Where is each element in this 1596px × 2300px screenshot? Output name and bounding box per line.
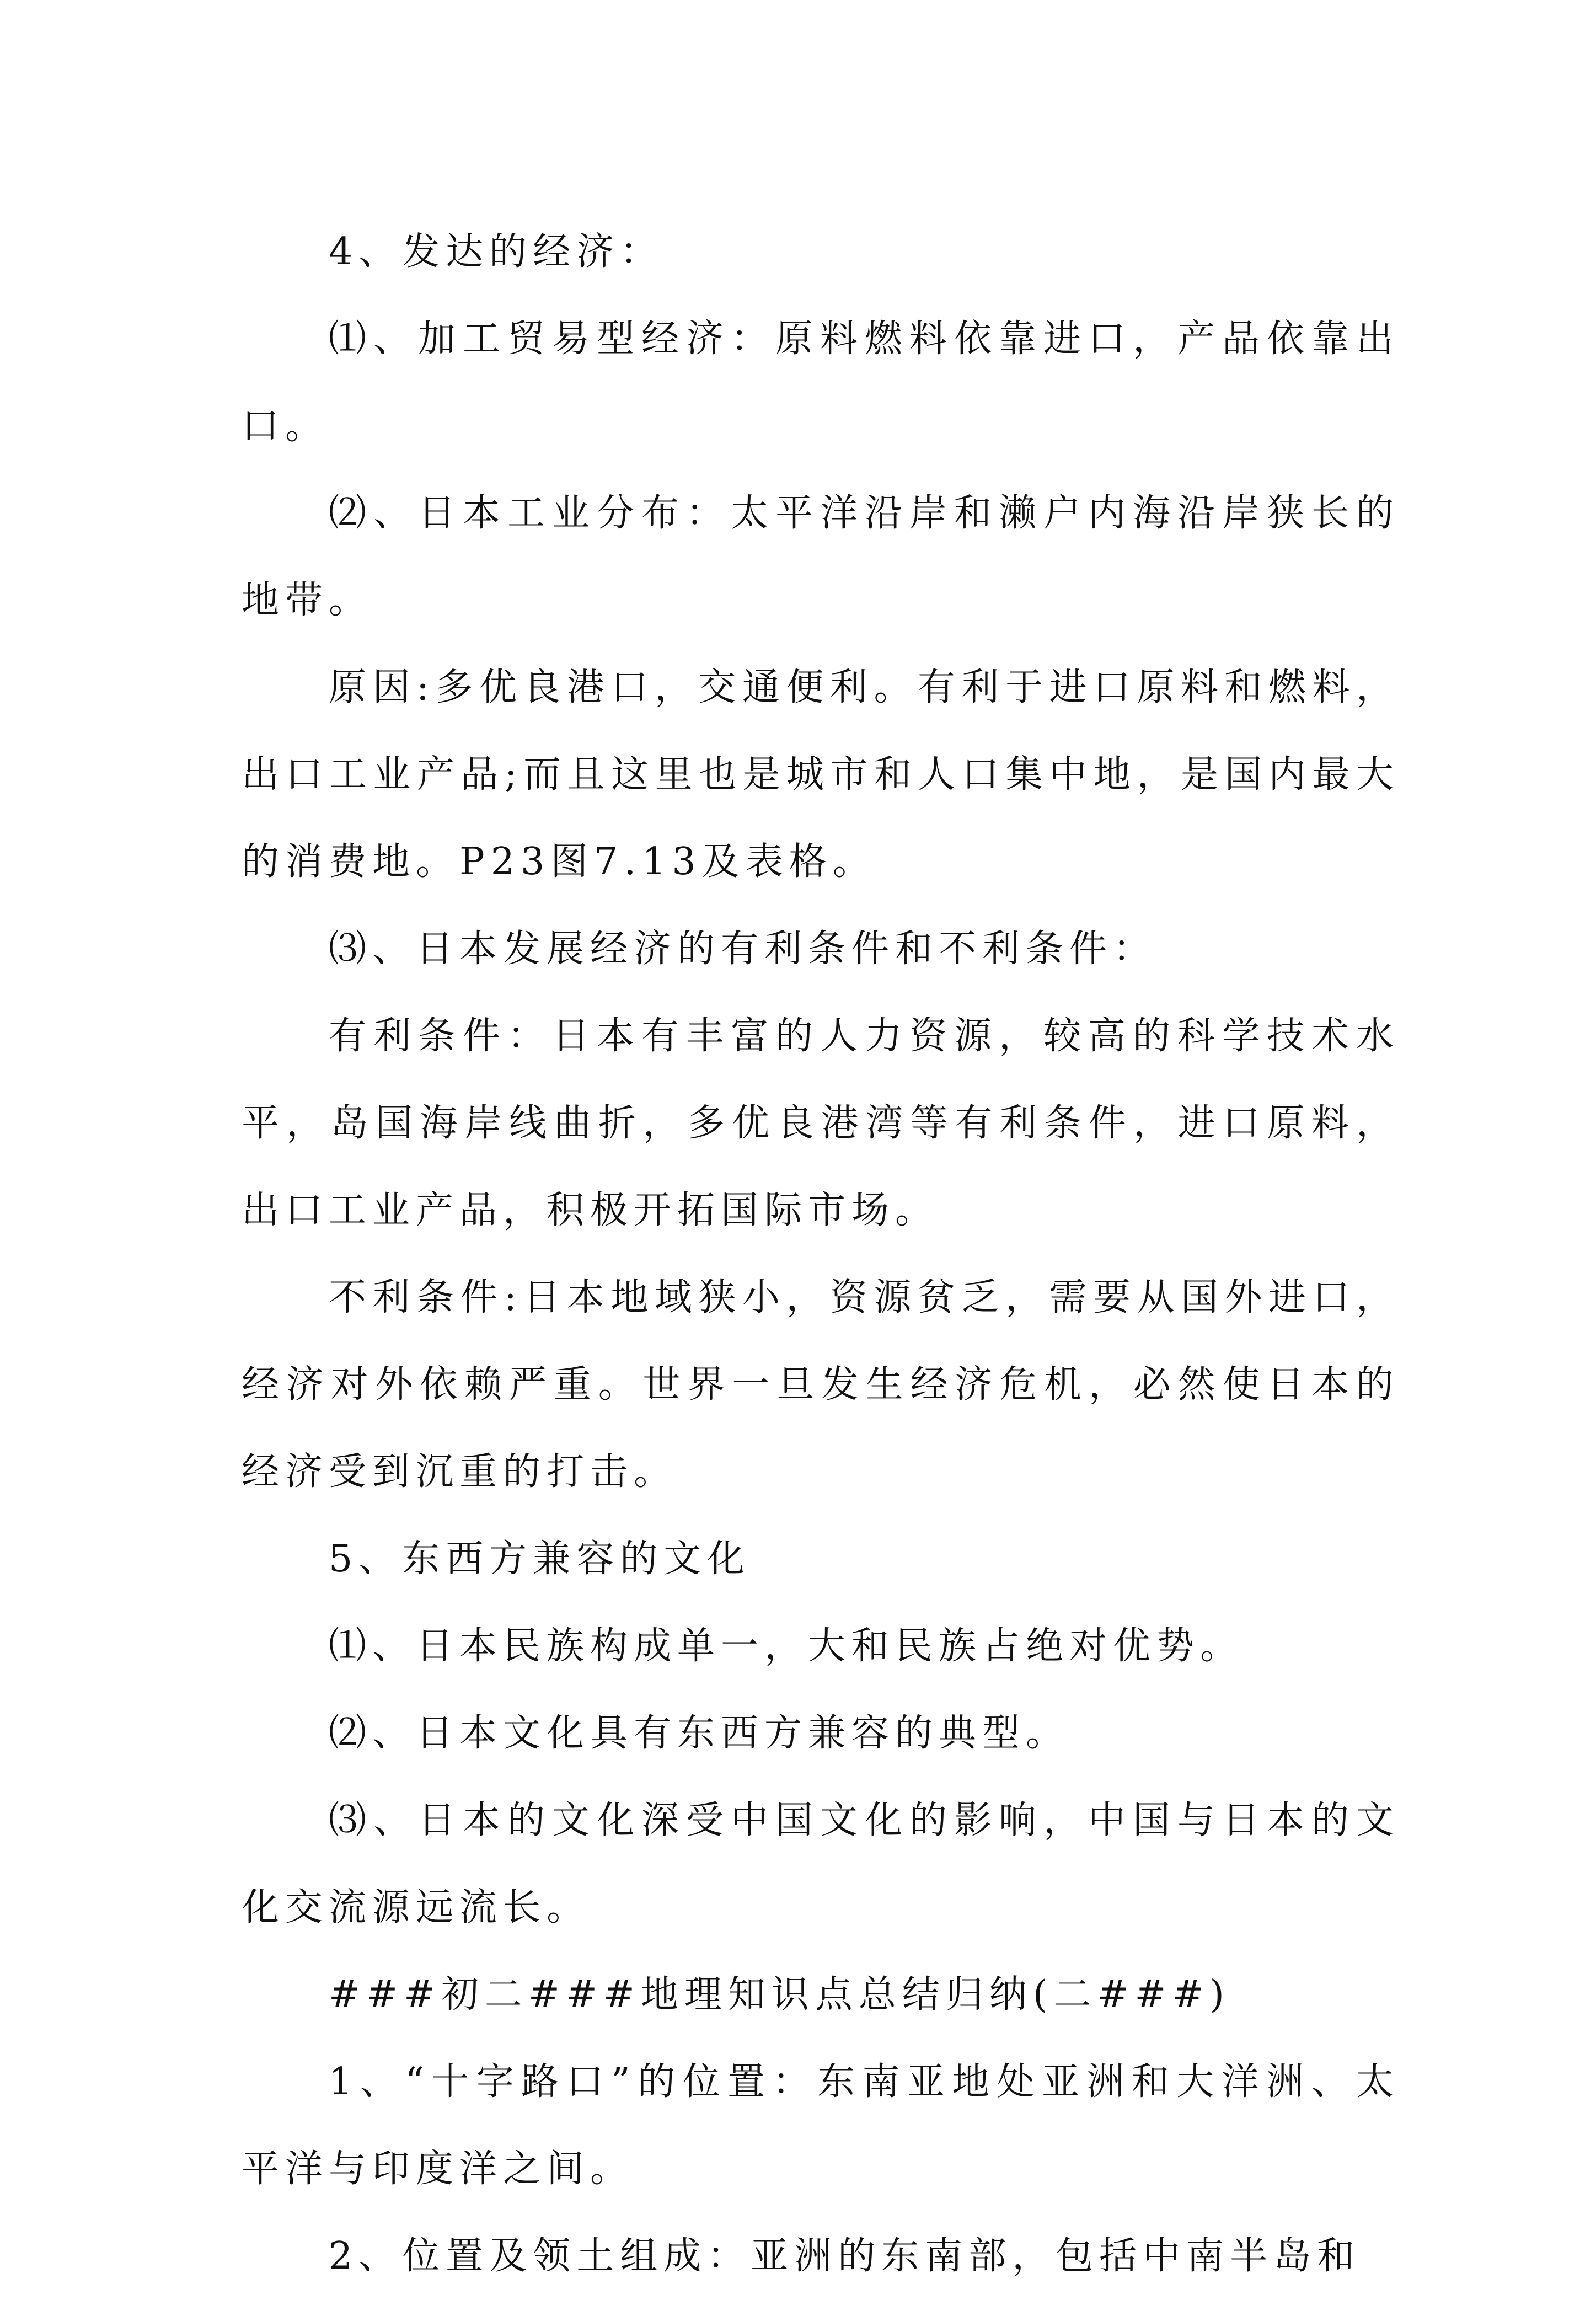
document-body	[242, 208, 1400, 2300]
paragraph-economy-heading: 4、发达的经济：	[329, 230, 664, 274]
paragraph-ethnic-composition: ⑴、日本民族构成单一，大和民族占绝对优势。	[329, 1624, 1244, 1668]
paragraph-favorable-conditions: 有利条件：日本有丰富的人力资源，较高的科学技术水平，岛国海岸线曲折，多优良港湾等有利条件，进口原料，出口工业产品，积极开拓国际市场。	[242, 1014, 1400, 1232]
paragraph-culture-heading: 5、东西方兼容的文化	[329, 1537, 751, 1581]
paragraph-industry-distribution: ⑵、日本工业分布：太平洋沿岸和濑户内海沿岸狭长的地带。	[242, 491, 1400, 622]
paragraph-territory-composition: 2、位置及领土组成：亚洲的东南部，包括中南半岛和	[329, 2234, 1361, 2278]
paragraph-unfavorable-conditions: 不利条件:日本地域狭小，资源贫乏，需要从国外进口，经济对外依赖严重。世界一旦发生经济危机，必然使日本的经济受到沉重的打击。	[242, 1276, 1400, 1494]
paragraph-conditions-heading: ⑶、日本发展经济的有利条件和不利条件：	[329, 927, 1157, 971]
paragraph-processing-trade: ⑴、加工贸易型经济：原料燃料依靠进口，产品依靠出口。	[242, 317, 1400, 448]
paragraph-crossroads-location: 1、“十字路口”的位置：东南亚地处亚洲和大洋洲、太平洋与印度洋之间。	[242, 2060, 1400, 2191]
paragraph-chinese-influence: ⑶、日本的文化深受中国文化的影响，中国与日本的文化交流源远流长。	[242, 1799, 1400, 1929]
paragraph-section-title: ###初二###地理知识点总结归纳(二###)	[329, 1973, 1230, 2016]
paragraph-culture-compatibility: ⑵、日本文化具有东西方兼容的典型。	[329, 1711, 1070, 1755]
paragraph-reasons: 原因:多优良港口，交通便利。有利于进口原料和燃料，出口工业产品;而且这里也是城市和人口集中地，是国内最大的消费地。P23图7.13及表格。	[242, 666, 1400, 884]
